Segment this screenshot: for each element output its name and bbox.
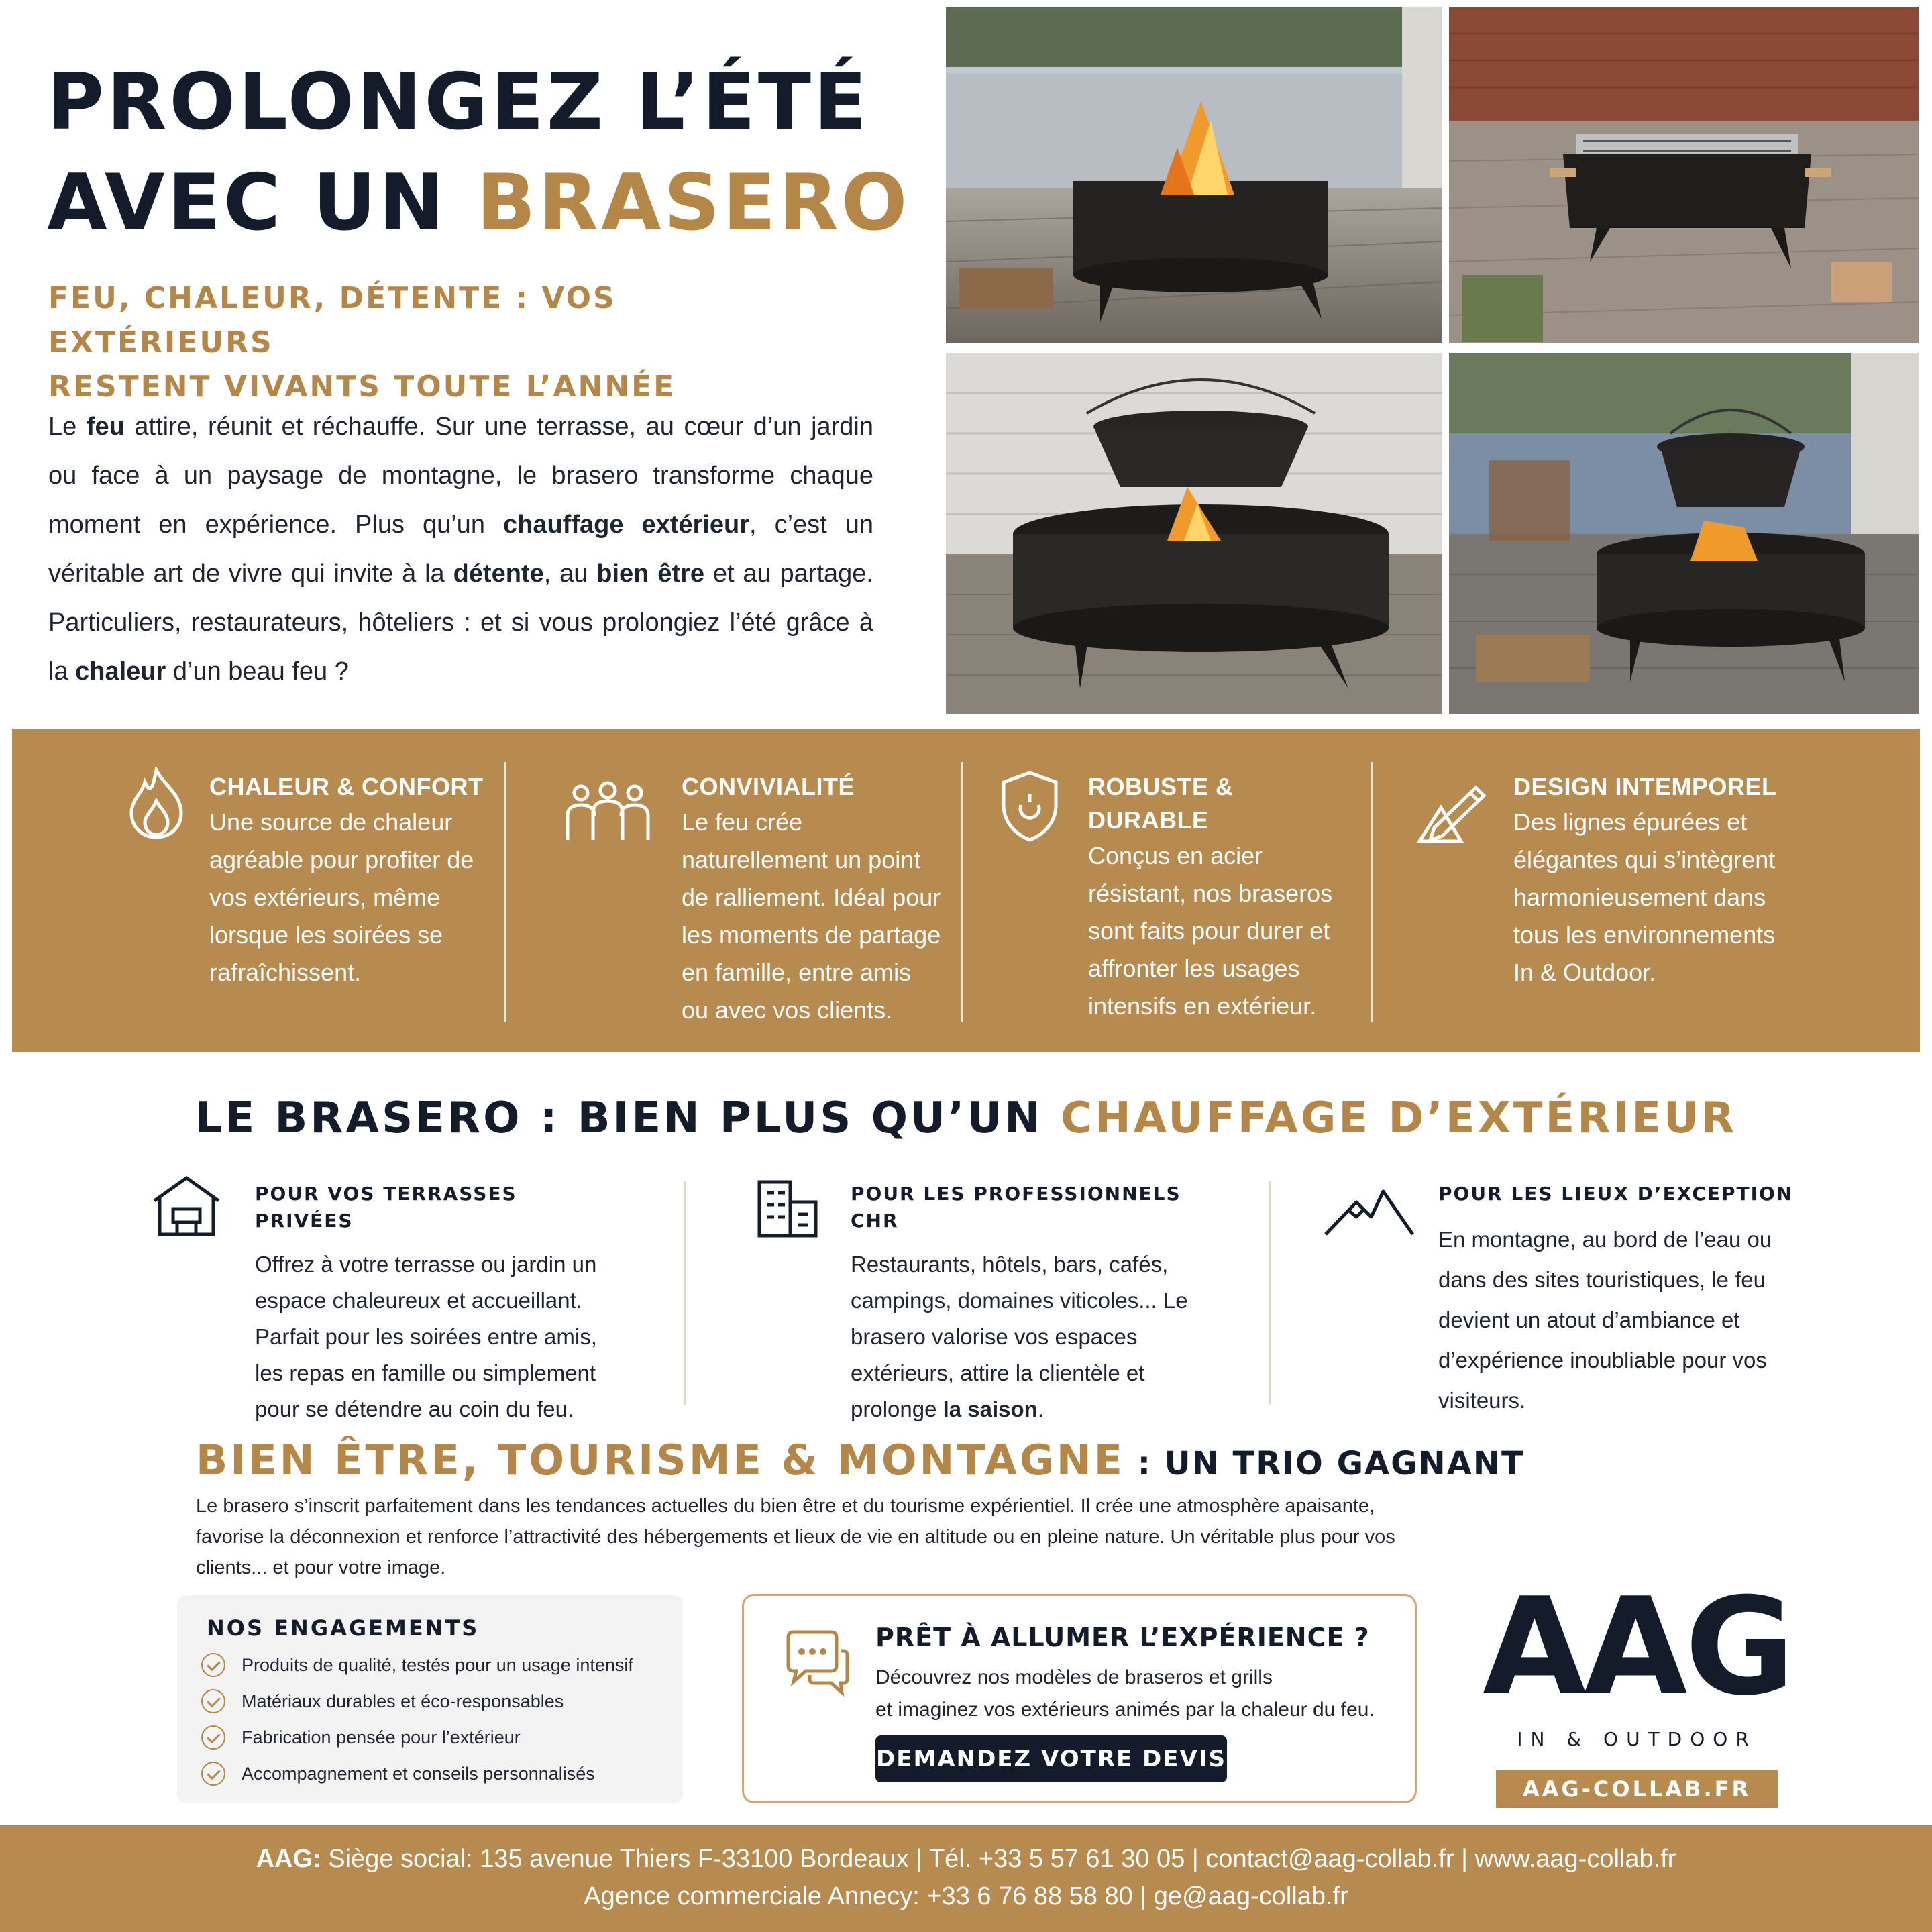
text-run: En montagne, au bord de l’eau ou dans des sites touristiques, le feu devient un atout d’ambiance et d’expérience inoubliable pour vos visiteurs. — [1438, 1227, 1772, 1413]
engagement-item — [201, 1723, 521, 1752]
column-text — [851, 1246, 1199, 1428]
feature-title: CHALEUR & CONFORT — [209, 773, 484, 800]
building-icon — [754, 1178, 821, 1238]
footer-address: Siège social: 135 avenue Thiers F-33100 Bordeaux | Tél. +33 5 57 61 30 05 | contact@aag-collab.fr | www.aag-collab.fr — [321, 1845, 1676, 1873]
trio-text: Le brasero s’inscrit parfaitement dans les tendances actuelles du bien être et du tourisme expérientiel. Il crée une atmosphère apaisante, favorise la déconnexion et renforce l’attractivité des hébergements et lieux de vie en altitude ou en pleine nature. Un véritable plus pour vos clients... et pour votre image. — [196, 1495, 1395, 1578]
footer-line2: Agence commerciale Annecy: +33 6 76 88 58 80 | ge@aag-collab.fr — [584, 1882, 1348, 1911]
text-run: Restaurants, hôtels, bars, cafés, campings, domaines viticoles... Le brasero valorise vos espaces extérieurs, attire la clientèle et prolonge — [851, 1252, 1188, 1421]
check-circle-icon — [201, 1689, 225, 1713]
hero-subtitle-line1: FEU, CHALEUR, DÉTENTE : VOS EXTÉRIEURS — [48, 281, 616, 360]
text-run: Le — [48, 413, 87, 441]
text-run: attire, réunit et réchauffe. Sur une terrasse, au cœur d’un jardin ou face à un paysage de montagne, le brasero transforme chaque moment en expérience. Plus qu’un — [48, 413, 874, 539]
chat-bubbles-icon — [782, 1628, 851, 1698]
section-title — [0, 1093, 1932, 1143]
logo-tagline: IN & OUTDOOR — [1517, 1728, 1757, 1750]
feature-text: Conçus en acier résistant, nos braseros sont faits pour durer et affronter les usages intensifs en extérieur. — [1088, 842, 1333, 1020]
feature-design — [1513, 770, 1795, 991]
feature-chaleur — [209, 770, 491, 991]
people-group-icon — [561, 781, 655, 841]
photo-brasero-cauldron-terrace — [1449, 353, 1919, 714]
hero-title — [47, 52, 919, 254]
column-divider — [1269, 1181, 1271, 1405]
text-run: , c’est un véritable art de vivre qui invite à la — [48, 511, 873, 588]
feature-robuste — [1088, 770, 1350, 1025]
aag-logo — [1483, 1569, 1792, 1808]
engagement-item — [201, 1686, 564, 1716]
feature-title: DESIGN INTEMPOREL — [1513, 773, 1777, 800]
engagement-label: Accompagnement et conseils personnalisés — [241, 1763, 595, 1784]
photo-brasero-round-flame — [946, 7, 1442, 343]
check-circle-icon — [201, 1653, 225, 1677]
hero-title-line1: PROLONGEZ L’ÉTÉ — [47, 57, 870, 148]
shield-icon — [1000, 770, 1060, 843]
text-run: , au — [543, 559, 597, 588]
engagements-card — [177, 1595, 683, 1803]
column-title: POUR LES PROFESSIONNELS CHR — [851, 1183, 1181, 1232]
cta-text-line1: Découvrez nos modèles de braseros et grills — [875, 1666, 1273, 1688]
hero-title-dark: AVEC UN — [47, 158, 477, 248]
feature-title: ROBUSTE & DURABLE — [1088, 773, 1234, 834]
column-divider — [684, 1181, 686, 1405]
flame-icon — [125, 767, 188, 840]
hero-subtitle — [48, 276, 853, 409]
cta-title: PRÊT À ALLUMER L’EXPÉRIENCE ? — [875, 1623, 1370, 1652]
check-circle-icon — [201, 1762, 225, 1786]
house-icon — [150, 1174, 223, 1238]
emphasis-text: feu — [86, 413, 125, 441]
website-link[interactable]: AAG-COLLAB.FR — [1496, 1770, 1778, 1808]
emphasis-text: chaleur — [75, 657, 166, 686]
hero-paragraph — [48, 402, 873, 696]
column-professionnels — [851, 1181, 1199, 1428]
feature-convivialite — [682, 770, 943, 1029]
footer-line1 — [0, 1845, 1932, 1874]
column-title: POUR LES LIEUX D’EXCEPTION — [1438, 1183, 1794, 1205]
column-terrasses — [255, 1181, 604, 1428]
section-title-dark: LE BRASERO : BIEN PLUS QU’UN — [195, 1093, 1061, 1143]
engagement-label: Matériaux durables et éco-responsables — [241, 1690, 564, 1711]
column-title: POUR VOS TERRASSES PRIVÉES — [255, 1183, 517, 1232]
cta-text — [875, 1662, 1399, 1726]
text-run: d’un beau feu ? — [166, 657, 349, 686]
mountain-icon — [1323, 1187, 1415, 1237]
logo-wordmark: AAG — [1483, 1569, 1792, 1725]
hero-title-gold: BRASERO — [476, 158, 910, 248]
text-run: Offrez à votre terrasse ou jardin un espace chaleureux et accueillant. Parfait pour les soirées entre amis, les repas en famille ou simplement pour se détendre au coin du feu. — [255, 1252, 597, 1421]
emphasis-text: chauffage extérieur — [502, 511, 749, 539]
emphasis-text: la saison — [943, 1397, 1038, 1421]
hero-subtitle-line2: RESTENT VIVANTS TOUTE L’ANNÉE — [48, 370, 676, 404]
cta-card — [742, 1594, 1417, 1803]
band-divider — [504, 762, 506, 1022]
column-text — [255, 1246, 604, 1428]
band-divider — [961, 762, 963, 1022]
section-title-gold: CHAUFFAGE D’EXTÉRIEUR — [1061, 1093, 1737, 1143]
column-lieux — [1438, 1181, 1814, 1421]
cta-text-line2: et imaginez vos extérieurs animés par la chaleur du feu. — [875, 1699, 1375, 1721]
engagement-label: Fabrication pensée pour l’extérieur — [241, 1727, 521, 1748]
feature-text: Une source de chaleur agréable pour profiter de vos extérieurs, même lorsque les soirées se rafraîchissent. — [209, 808, 474, 986]
engagement-label: Produits de qualité, testés pour un usage intensif — [241, 1654, 633, 1675]
emphasis-text: détente — [453, 559, 544, 588]
engagements-title: NOS ENGAGEMENTS — [207, 1615, 480, 1641]
emphasis-text: bien être — [596, 559, 704, 588]
text-run: . — [1037, 1397, 1044, 1421]
hero-title-line2 — [47, 153, 919, 254]
check-circle-icon — [201, 1725, 225, 1750]
photo-brasero-cauldron — [946, 353, 1442, 714]
feature-title: CONVIVIALITÉ — [682, 773, 855, 800]
footer-brand: AAG: — [256, 1845, 321, 1873]
band-divider — [1371, 762, 1373, 1022]
feature-text: Des lignes épurées et élégantes qui s’intègrent harmonieusement dans tous les environnements In & Outdoor. — [1513, 808, 1776, 986]
design-pencil-icon — [1414, 781, 1488, 845]
trio-title — [196, 1436, 1525, 1485]
request-quote-button[interactable]: DEMANDEZ VOTRE DEVIS — [875, 1735, 1227, 1782]
trio-title-gold: BIEN ÊTRE, TOURISME & MONTAGNE — [196, 1436, 1126, 1485]
trio-title-dark: : UN TRIO GAGNANT — [1125, 1445, 1525, 1483]
feature-text: Le feu crée naturellement un point de ralliement. Idéal pour les moments de partage en famille, entre amis ou avec vos clients. — [682, 808, 941, 1024]
column-text — [1438, 1220, 1814, 1421]
engagement-item — [201, 1759, 595, 1788]
photo-brasero-grill — [1449, 7, 1919, 343]
footer — [0, 1825, 1932, 1932]
text-run: et au partage. Particuliers, restaurateurs, hôteliers : et si vous prolongiez l’été grâce à la — [48, 559, 873, 686]
engagement-item — [201, 1650, 633, 1680]
